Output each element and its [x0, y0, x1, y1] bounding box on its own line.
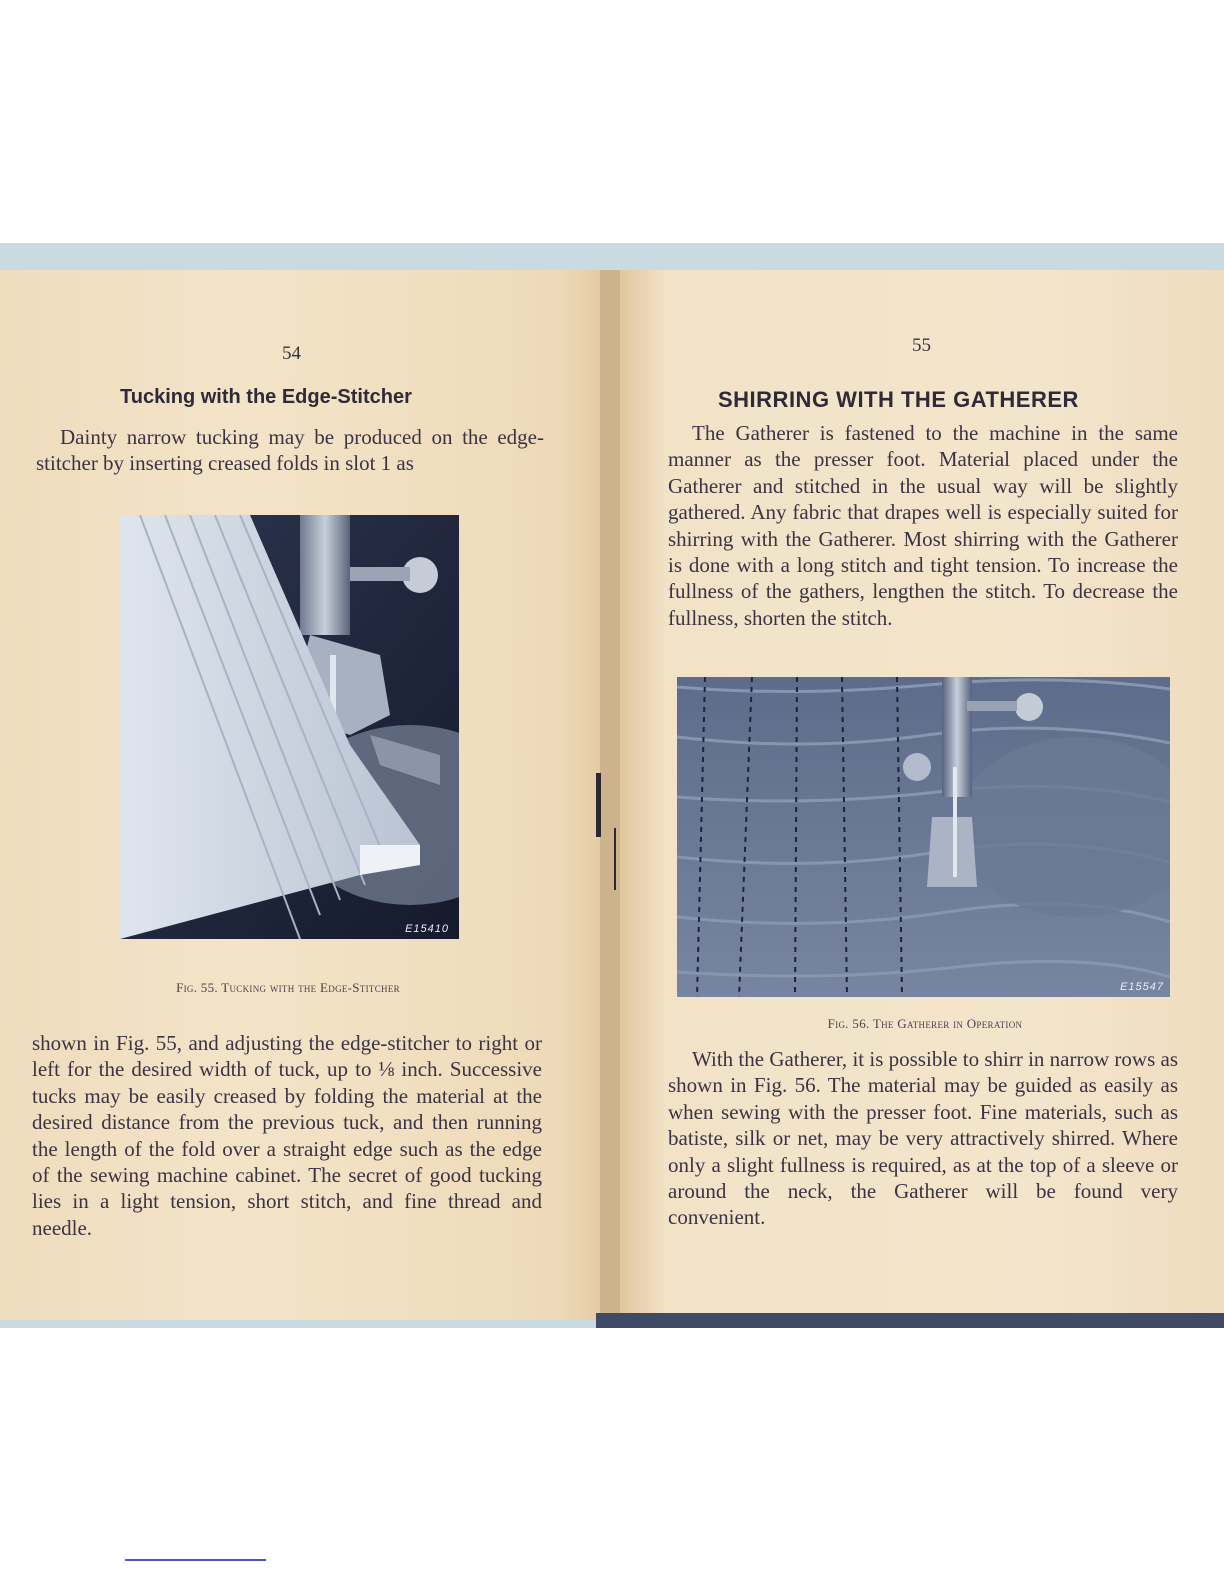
book-gutter: [600, 270, 620, 1328]
heading-shirring: SHIRRING WITH THE GATHERER: [718, 387, 1079, 412]
right-paragraph-1: The Gatherer is fastened to the machine in the same manner as the presser foot. Material placed under the Gatherer and stitched in the usual way will be slightly gathered. Any fabric that drapes well is especially suited for shirring with the Gatherer. Most shirring with the Gatherer is done with a long stitch and tight tension. To increase the fullness of the gathers, lengthen the stitch. To decrease the fullness, shorten the stitch.: [668, 421, 1178, 630]
figure-56-photo: [677, 677, 1170, 997]
page-number-left: 54: [282, 343, 301, 364]
page-number-right: 55: [912, 335, 931, 356]
figure-55-code: E15410: [405, 923, 449, 935]
left-paragraph-2: shown in Fig. 55, and adjusting the edge-stitcher to right or left for the desired width of tuck, up to ⅛ inch. Successive tucks may be easily creased by folding the material at the desired distance from the previous tuck, and then running the length of the fold over a straight edge such as the edge of the sewing machine cabinet. The secret of good tucking lies in a light tension, short stitch, and fine thread and needle.: [32, 1031, 542, 1240]
figure-55-caption-text: Fig. 55. Tucking with the Edge-Stitcher: [176, 980, 400, 995]
figure-56-code: E15547: [1120, 981, 1164, 993]
book-spine: [596, 1313, 1224, 1328]
heading-tucking: Tucking with the Edge-Stitcher: [120, 386, 412, 408]
right-paragraph-2: With the Gatherer, it is possible to shirr in narrow rows as shown in Fig. 56. The material may be guided as easily as when sewing with the presser foot. Fine materials, such as batiste, silk or net, may be very attractively shirred. Where only a slight fullness is required, as at the top of a sleeve or around the neck, the Gatherer will be found very convenient.: [668, 1047, 1178, 1230]
gatherer-illustration: [677, 677, 1170, 997]
gutter-mark: [596, 773, 601, 837]
left-paragraph-1: Dainty narrow tucking may be produced on the edge-stitcher by inserting creased folds in slot 1 as: [36, 425, 544, 476]
figure-56-caption: [740, 1016, 1110, 1032]
figure-56-caption-text: Fig. 56. The Gatherer in Operation: [827, 1016, 1023, 1031]
edge-stitcher-illustration: [120, 515, 459, 939]
figure-55-caption: [108, 980, 468, 996]
bottom-rule: [125, 1559, 266, 1561]
gutter-mark: [614, 828, 616, 890]
figure-55-photo: [120, 515, 459, 939]
